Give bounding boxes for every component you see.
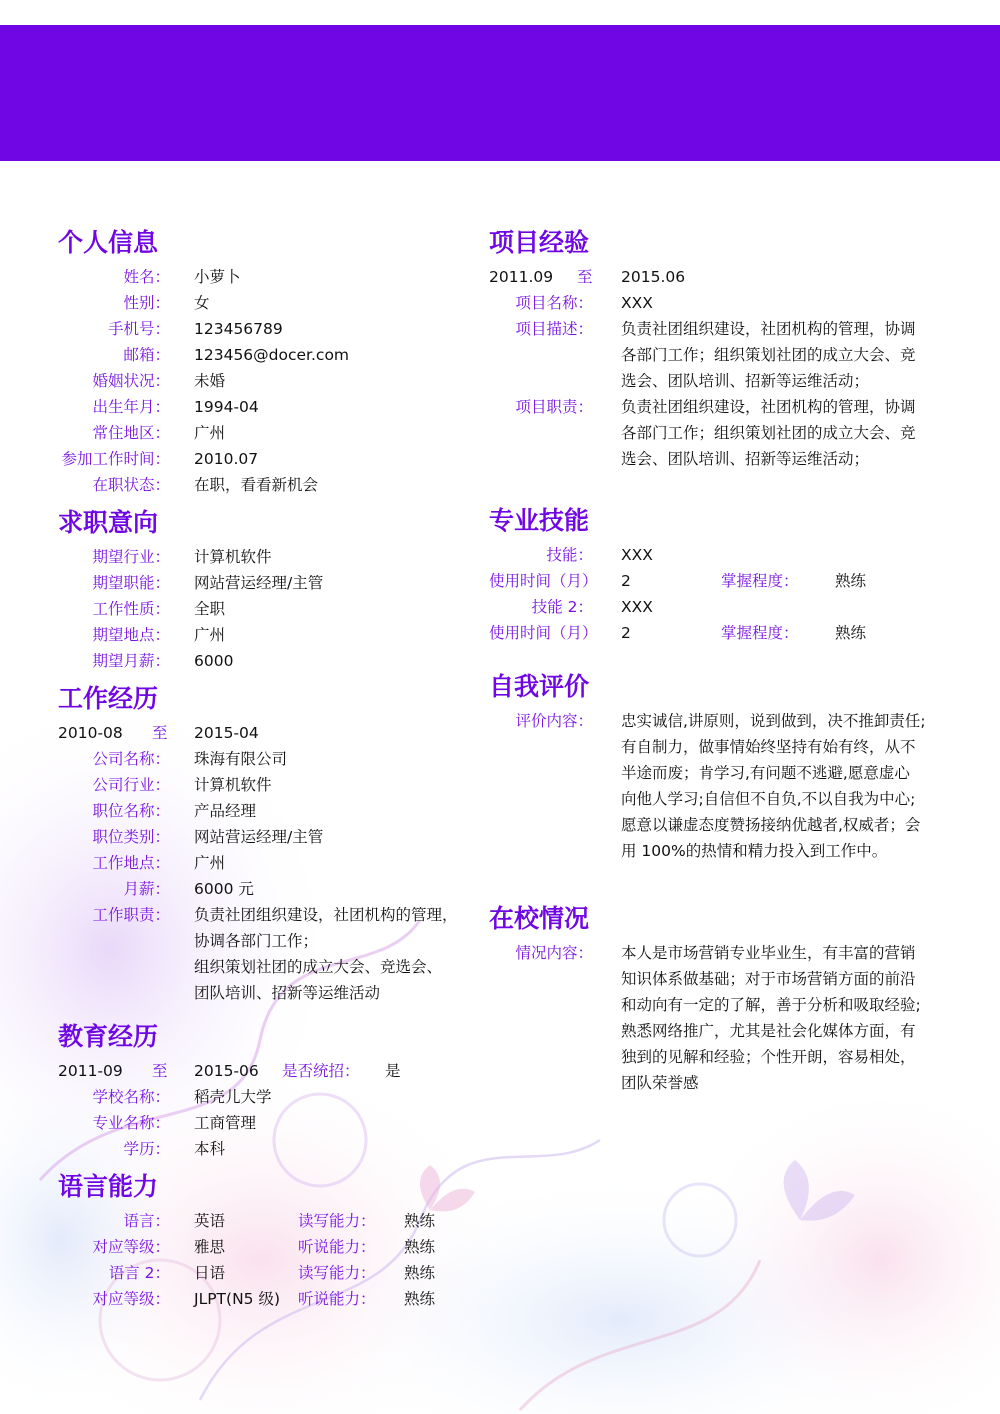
edu-end-date: 2015-06 — [194, 1062, 259, 1080]
section-title-project: 项目经验 — [489, 228, 590, 257]
text-line: 有自制力，做事情始终坚持有始有终，从不 — [621, 738, 916, 756]
info-value-2: 熟练 — [835, 624, 867, 642]
info-label: 技能： — [546, 546, 593, 564]
info-label: 姓名： — [123, 268, 170, 286]
info-label: 出生年月： — [92, 398, 170, 416]
info-label: 技能 2： — [531, 598, 593, 616]
info-label-2: 掌握程度： — [721, 572, 799, 590]
project-name-row — [489, 290, 969, 316]
project-start-date: 2011.09 — [489, 268, 554, 286]
info-value: 在职，看看新机会 — [194, 476, 319, 494]
info-value-2: 熟练 — [404, 1264, 436, 1282]
intent-rows — [58, 544, 478, 674]
text-line: 和动向有一定的了解，善于分析和吸取经验; — [621, 996, 921, 1014]
info-value: 1994-04 — [194, 398, 259, 416]
info-label: 语言 2： — [108, 1264, 170, 1282]
section-title-education: 教育经历 — [58, 1022, 159, 1051]
info-value: XXX — [621, 546, 653, 564]
info-value: 工商管理 — [194, 1114, 257, 1132]
info-row — [58, 772, 478, 798]
info-label: 专业名称： — [92, 1114, 170, 1132]
project-duty-label: 项目职责： — [515, 398, 593, 416]
left-column — [58, 226, 478, 1312]
info-label: 使用时间（月） — [489, 624, 598, 642]
section-title-skills: 专业技能 — [489, 506, 590, 535]
info-row — [58, 1110, 478, 1136]
info-value-2: 熟练 — [404, 1290, 436, 1308]
text-line: 愿意以谦虚态度赞扬接纳优越者,权威者；会 — [621, 816, 921, 834]
work-start-date: 2010-08 — [58, 724, 123, 742]
info-row — [58, 622, 478, 648]
campus-lines — [621, 940, 969, 1096]
info-label: 期望地点： — [92, 626, 170, 644]
info-row — [58, 746, 478, 772]
text-line: 协调各部门工作； — [194, 932, 319, 950]
info-row — [489, 594, 969, 620]
info-row — [58, 648, 478, 674]
work-end-date: 2015-04 — [194, 724, 259, 742]
info-row — [58, 420, 478, 446]
info-label: 工作性质： — [92, 600, 170, 618]
project-date-range — [489, 264, 969, 290]
text-line: 各部门工作；组织策划社团的成立大会、竞 — [621, 424, 916, 442]
info-row — [58, 596, 478, 622]
info-row — [58, 1136, 478, 1162]
work-to-label: 至 — [152, 724, 168, 742]
info-label: 公司名称： — [92, 750, 170, 768]
section-title-language: 语言能力 — [58, 1172, 159, 1201]
info-label-2: 听说能力： — [298, 1238, 376, 1256]
info-label: 语言： — [123, 1212, 170, 1230]
self-eval-lines — [621, 708, 969, 864]
info-value-2: 熟练 — [835, 572, 867, 590]
self-eval-label: 评价内容： — [515, 712, 593, 730]
personal-rows — [58, 264, 478, 498]
info-value: 产品经理 — [194, 802, 257, 820]
info-value-2: 熟练 — [404, 1212, 436, 1230]
info-value: 小萝卜 — [194, 268, 241, 286]
info-value: 广州 — [194, 626, 226, 644]
info-label: 学校名称： — [92, 1088, 170, 1106]
info-row — [58, 1208, 478, 1234]
header-banner — [0, 25, 1000, 161]
project-end-date: 2015.06 — [621, 268, 686, 286]
work-section — [58, 682, 478, 1006]
info-label: 使用时间（月） — [489, 572, 598, 590]
text-line: 选会、团队培训、招新等运维活动； — [621, 450, 870, 468]
info-row — [58, 1260, 478, 1286]
info-row — [58, 824, 478, 850]
work-date-range — [58, 720, 478, 746]
info-value: 本科 — [194, 1140, 226, 1158]
job-intent-section — [58, 506, 478, 674]
skills-rows — [489, 542, 969, 646]
work-duty-label: 工作职责： — [92, 906, 170, 924]
info-row — [58, 1286, 478, 1312]
project-desc-row — [489, 316, 969, 394]
info-row — [58, 446, 478, 472]
language-rows — [58, 1208, 478, 1312]
info-value: 6000 — [194, 652, 234, 670]
info-row — [58, 264, 478, 290]
text-line: 向他人学习;自信但不自负,不以自我为中心; — [621, 790, 916, 808]
info-value: 2 — [621, 624, 631, 642]
education-section — [58, 1020, 478, 1162]
self-eval-section — [489, 670, 969, 864]
info-label: 参加工作时间： — [61, 450, 170, 468]
info-row — [58, 1234, 478, 1260]
info-value: 英语 — [194, 1212, 226, 1230]
info-label: 工作地点： — [92, 854, 170, 872]
info-label-2: 读写能力： — [298, 1264, 376, 1282]
info-label-2: 掌握程度： — [721, 624, 799, 642]
info-label: 邮箱： — [123, 346, 170, 364]
campus-row — [489, 940, 969, 1096]
campus-label: 情况内容： — [515, 944, 593, 962]
info-value: 未婚 — [194, 372, 226, 390]
project-duty-row — [489, 394, 969, 472]
info-value: XXX — [621, 598, 653, 616]
project-duty-lines — [621, 394, 969, 472]
info-row — [58, 316, 478, 342]
info-value: 广州 — [194, 424, 226, 442]
info-value: 珠海有限公司 — [194, 750, 288, 768]
info-row — [58, 290, 478, 316]
text-line: 本人是市场营销专业毕业生，有丰富的营销 — [621, 944, 916, 962]
info-row — [58, 850, 478, 876]
info-value-2: 熟练 — [404, 1238, 436, 1256]
info-value: 计算机软件 — [194, 548, 272, 566]
info-label: 期望职能： — [92, 574, 170, 592]
work-duty-lines — [194, 902, 478, 1006]
info-row — [58, 876, 478, 902]
skills-section — [489, 504, 969, 646]
info-label: 对应等级： — [92, 1238, 170, 1256]
language-section — [58, 1170, 478, 1312]
info-label: 学历： — [123, 1140, 170, 1158]
section-title-work: 工作经历 — [58, 684, 159, 713]
text-line: 熟悉网络推广，尤其是社会化媒体方面，有 — [621, 1022, 916, 1040]
info-label-2: 听说能力： — [298, 1290, 376, 1308]
info-value: 6000 元 — [194, 880, 254, 898]
project-to-label: 至 — [577, 268, 593, 286]
text-line: 知识体系做基础；对于市场营销方面的前沿 — [621, 970, 916, 988]
info-row — [489, 620, 969, 646]
info-row — [58, 342, 478, 368]
text-line: 负责社团组织建设，社团机构的管理，协调 — [621, 398, 916, 416]
project-name-label: 项目名称： — [515, 294, 593, 312]
project-name-value: XXX — [621, 294, 653, 312]
section-title-personal: 个人信息 — [58, 228, 159, 257]
project-desc-label: 项目描述： — [515, 320, 593, 338]
info-value: 稻壳儿大学 — [194, 1088, 272, 1106]
edu-unified-label: 是否统招： — [282, 1062, 360, 1080]
info-row — [58, 1084, 478, 1110]
text-line: 负责社团组织建设，社团机构的管理， — [194, 906, 458, 924]
info-value: JLPT(N5 级) — [194, 1290, 280, 1308]
project-desc-lines — [621, 316, 969, 394]
info-value: 2010.07 — [194, 450, 259, 468]
info-row — [58, 798, 478, 824]
info-row — [58, 394, 478, 420]
info-label: 常住地区： — [92, 424, 170, 442]
edu-date-range — [58, 1058, 478, 1084]
section-title-intent: 求职意向 — [58, 508, 159, 537]
info-row — [58, 544, 478, 570]
info-label: 性别： — [123, 294, 170, 312]
info-row — [489, 542, 969, 568]
info-label: 在职状态： — [92, 476, 170, 494]
text-line: 组织策划社团的成立大会、竞选会、 — [194, 958, 443, 976]
text-line: 独到的见解和经验；个性开朗，容易相处， — [621, 1048, 916, 1066]
text-line: 忠实诚信,讲原则，说到做到，决不推卸责任; — [621, 712, 926, 730]
info-row — [489, 568, 969, 594]
text-line: 各部门工作；组织策划社团的成立大会、竞 — [621, 346, 916, 364]
info-label: 期望月薪： — [92, 652, 170, 670]
info-label: 手机号： — [107, 320, 170, 338]
info-value: 2 — [621, 572, 631, 590]
info-label-2: 读写能力： — [298, 1212, 376, 1230]
info-label: 公司行业： — [92, 776, 170, 794]
info-value: 全职 — [194, 600, 226, 618]
section-title-campus: 在校情况 — [489, 904, 590, 933]
right-column — [489, 226, 969, 1096]
info-label: 职位名称： — [92, 802, 170, 820]
info-value: 网站营运经理/主管 — [194, 574, 324, 592]
info-label: 对应等级： — [92, 1290, 170, 1308]
text-line: 团队荣誉感 — [621, 1074, 699, 1092]
info-label: 职位类别： — [92, 828, 170, 846]
education-rows — [58, 1084, 478, 1162]
info-value: 网站营运经理/主管 — [194, 828, 324, 846]
self-eval-row — [489, 708, 969, 864]
info-value: 日语 — [194, 1264, 226, 1282]
edu-unified-value: 是 — [385, 1062, 401, 1080]
info-row — [58, 570, 478, 596]
info-value: 计算机软件 — [194, 776, 272, 794]
text-line: 选会、团队培训、招新等运维活动； — [621, 372, 870, 390]
info-row — [58, 368, 478, 394]
info-label: 婚姻状况： — [92, 372, 170, 390]
text-line: 团队培训、招新等运维活动 — [194, 984, 381, 1002]
text-line: 负责社团组织建设，社团机构的管理，协调 — [621, 320, 916, 338]
info-value: 123456@docer.com — [194, 346, 350, 364]
info-value: 女 — [194, 294, 210, 312]
project-section — [489, 226, 969, 472]
text-line: 用 100%的热情和精力投入到工作中。 — [621, 842, 888, 860]
info-value: 广州 — [194, 854, 226, 872]
work-rows — [58, 746, 478, 902]
section-title-self-eval: 自我评价 — [489, 672, 590, 701]
work-duty — [58, 902, 478, 1006]
info-value: 雅思 — [194, 1238, 226, 1256]
edu-to-label: 至 — [152, 1062, 168, 1080]
edu-start-date: 2011-09 — [58, 1062, 123, 1080]
info-row — [58, 472, 478, 498]
info-label: 期望行业： — [92, 548, 170, 566]
text-line: 半途而废；肯学习,有问题不逃避,愿意虚心 — [621, 764, 910, 782]
personal-info-section — [58, 226, 478, 498]
info-label: 月薪： — [123, 880, 170, 898]
info-value: 123456789 — [194, 320, 283, 338]
campus-section — [489, 902, 969, 1096]
